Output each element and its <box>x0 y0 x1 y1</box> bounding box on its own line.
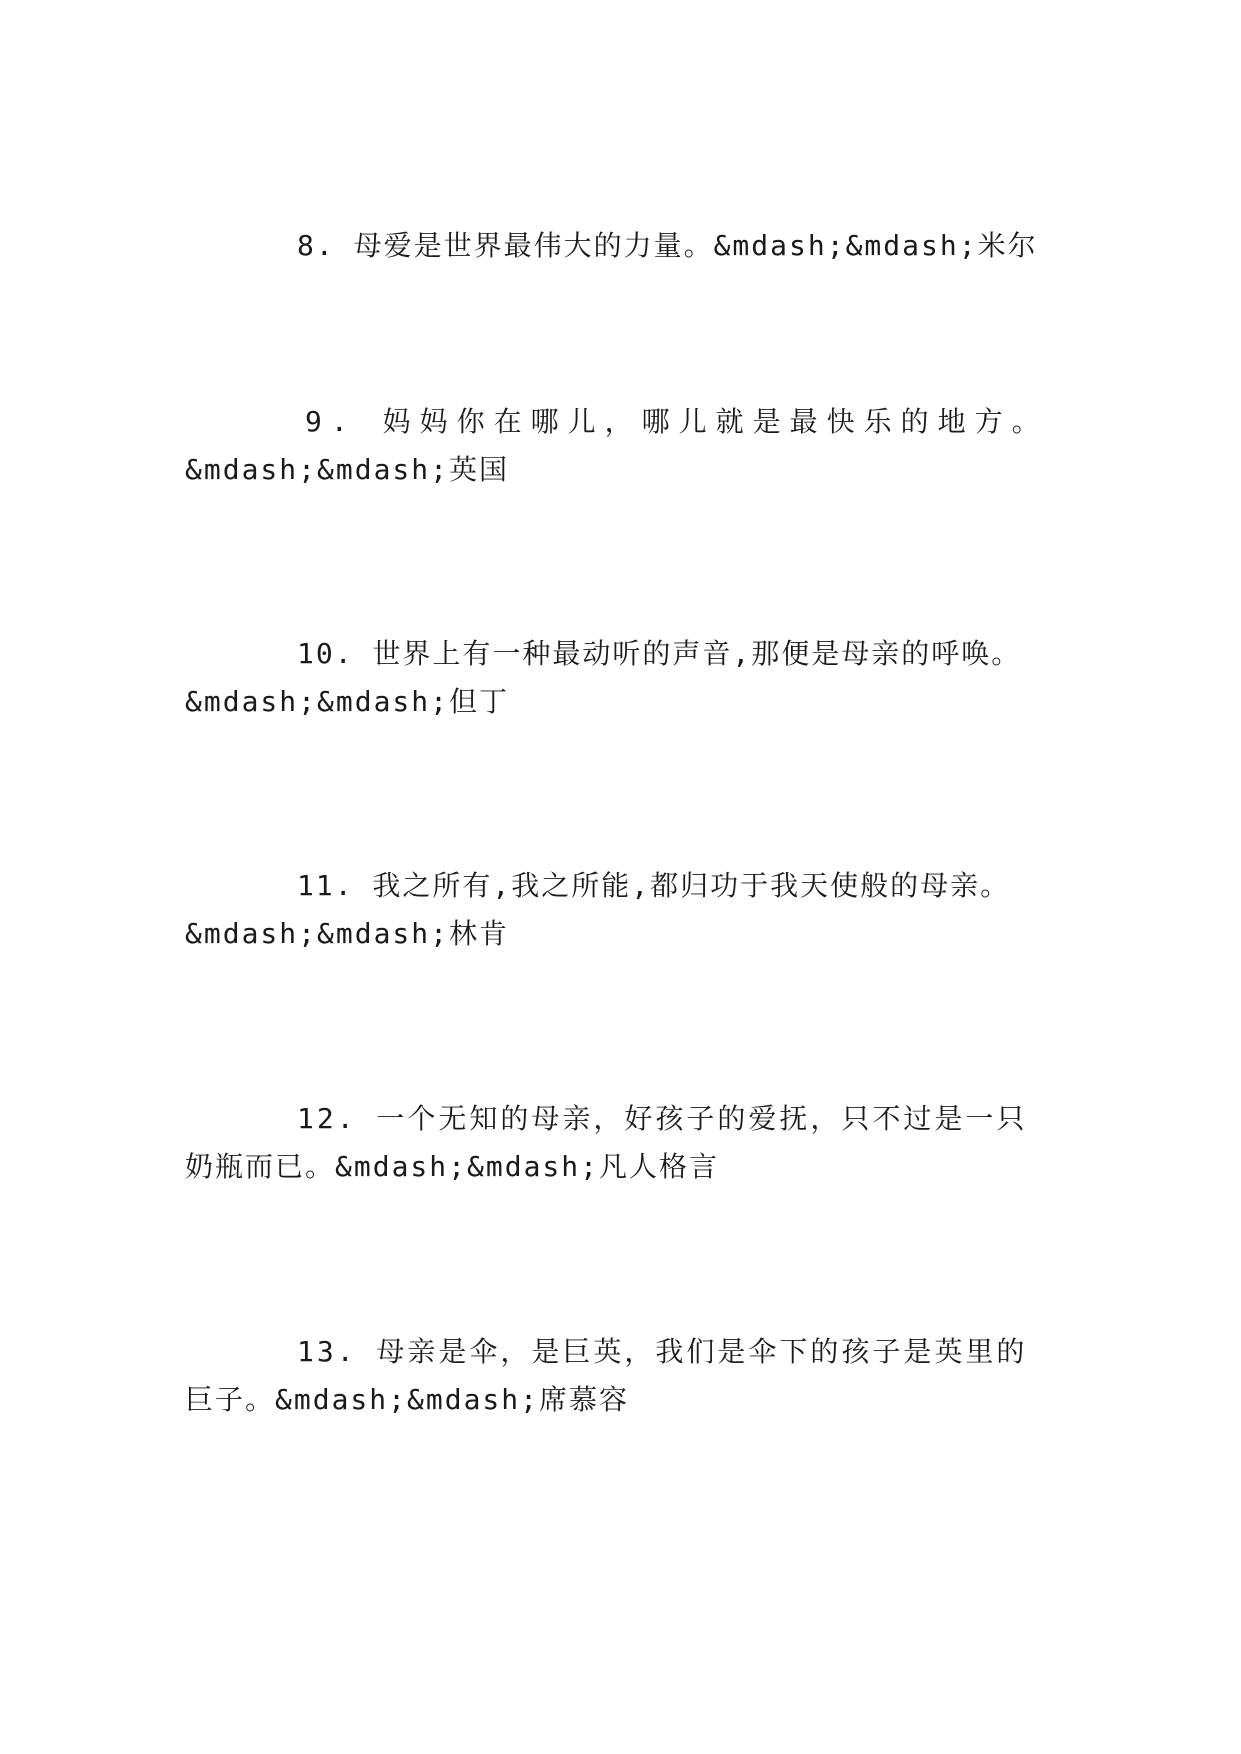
quote-text: 13. 母亲是伞，是巨英，我们是伞下的孩子是英里的 <box>297 1335 1028 1368</box>
quote-13 <box>185 1328 1045 1424</box>
quote-text: 11. 我之所有,我之所能,都归功于我天使般的母亲。 <box>297 869 1011 902</box>
quote-attribution: 巨子。&mdash;&mdash;席慕容 <box>185 1383 630 1416</box>
quote-text: 8. 母爱是世界最伟大的力量。&mdash;&mdash;米尔 <box>297 229 1038 262</box>
quote-8 <box>185 222 1045 270</box>
quote-10 <box>185 630 1045 726</box>
quote-text: 9. 妈妈你在哪儿，哪儿就是最快乐的地方。 <box>305 405 1049 438</box>
quote-9 <box>185 398 1049 494</box>
quote-attribution: 奶瓶而已。&mdash;&mdash;凡人格言 <box>185 1150 720 1183</box>
quote-attribution: &mdash;&mdash;但丁 <box>185 685 510 718</box>
quote-text: 12. 一个无知的母亲，好孩子的爱抚，只不过是一只 <box>297 1102 1028 1135</box>
quote-attribution: &mdash;&mdash;英国 <box>185 453 510 486</box>
quote-11 <box>185 862 1045 958</box>
quote-text: 10. 世界上有一种最动听的声音,那便是母亲的呼唤。 <box>297 637 1022 670</box>
quote-12 <box>185 1095 1045 1191</box>
quote-attribution: &mdash;&mdash;林肯 <box>185 917 510 950</box>
